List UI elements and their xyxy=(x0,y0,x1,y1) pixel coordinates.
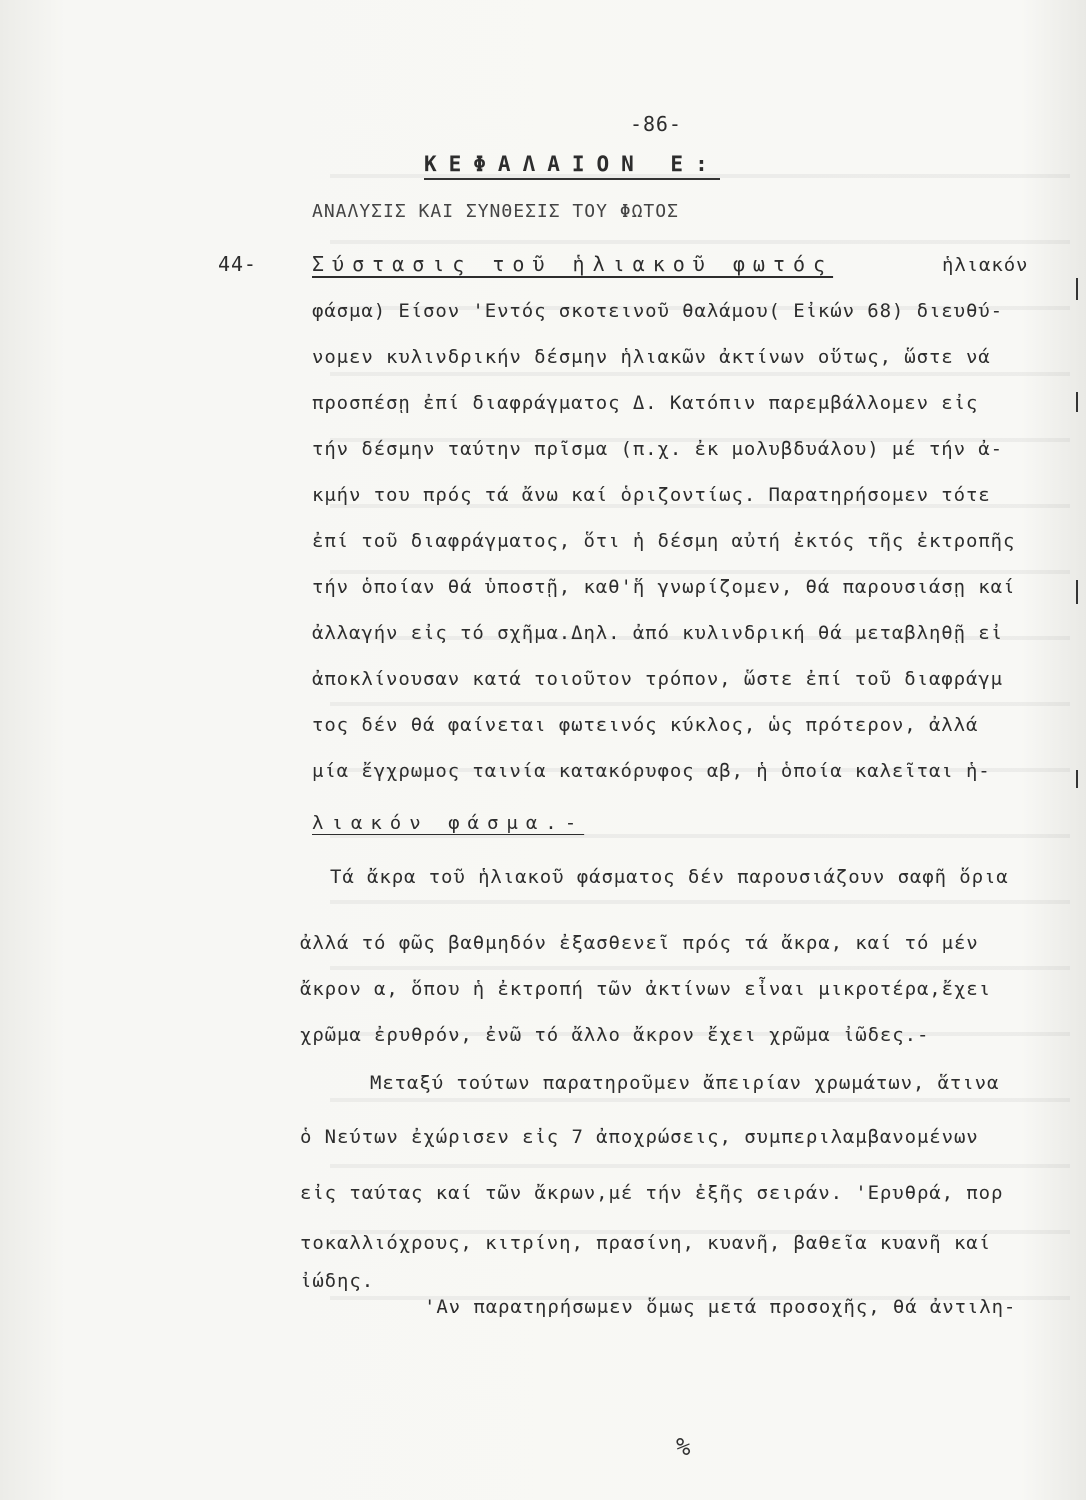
section-heading: Σύστασις τοῦ ἡλιακοῦ φωτός xyxy=(312,252,834,276)
body-line-10: τος δέν θά φαίνεται φωτεινός κύκλος, ὡς πρότερον, ἀλλά xyxy=(312,714,979,736)
body2-line-3: ἄκρον α, ὅπου ἡ ἐκτροπή τῶν ἀκτίνων εἶναι μικροτέρα,ἔχει xyxy=(300,978,991,1000)
body-line-8: ἀλλαγήν εἰς τό σχῆμα.Δηλ. ἀπό κυλινδρική θά μεταβληθῇ εἰ xyxy=(312,622,1003,644)
footer-mark: % xyxy=(676,1433,692,1461)
body-line-3: προσπέσῃ ἐπί διαφράγματος Δ. Κατόπιν παρεμβάλλομεν εἰς xyxy=(312,392,979,414)
body-line-9: ἀποκλίνουσαν κατά τοιοῦτον τρόπον, ὥστε ἐπί τοῦ διαφράγμ xyxy=(312,668,1003,690)
body-line-4: τήν δέσμην ταύτην πρῖσμα (π.χ. ἐκ μολυβδυάλου) μέ τήν ἀ- xyxy=(312,438,1003,460)
body2-line-6: ὁ Νεύτων ἐχώρισεν εἰς 7 ἀποχρώσεις, συμπεριλαμβανομένων xyxy=(300,1126,979,1148)
spectrum-term: λιακόν φάσμα.- xyxy=(312,812,585,834)
body-line-11: μία ἔγχρωμος ταινία κατακόρυφος αβ, ἡ ὁποία καλεῖται ἡ- xyxy=(312,760,991,782)
body2-line-7: εἰς ταύτας καί τῶν ἄκρων,μέ τήν ἑξῆς σειράν. 'Ερυθρά, πορ xyxy=(300,1182,1004,1204)
section-heading-tail: ἡλιακόν xyxy=(942,254,1029,276)
body-line-7: τήν ὁποίαν θά ὑποστῇ, καθ'ἥ γνωρίζομεν, θά παρουσιάσῃ καί xyxy=(312,576,1016,598)
body2-line-10: 'Αν παρατηρήσωμεν ὅμως μετά προσοχῆς, θά ἀντιλη- xyxy=(424,1296,1017,1318)
chapter-subtitle: ΑΝΑΛΥΣΙΣ ΚΑΙ ΣΥΝΘΕΣΙΣ ΤΟΥ ΦΩΤΟΣ xyxy=(312,201,679,222)
margin-mark xyxy=(1076,278,1078,300)
body-line-5: κμήν του πρός τά ἄνω καί ὁριζοντίως. Παρατηρήσομεν τότε xyxy=(312,484,991,506)
body2-line-4: χρῶμα ἐρυθρόν, ἐνῶ τό ἄλλο ἄκρον ἔχει χρῶμα ἰῶδες.- xyxy=(300,1024,930,1046)
section-number: 44- xyxy=(218,252,257,276)
body-line-2: νομεν κυλινδρικήν δέσμην ἡλιακῶν ἀκτίνων οὕτως, ὥστε νά xyxy=(312,346,991,368)
body2-line-9: ἰώδης. xyxy=(300,1270,375,1292)
page-number: -86- xyxy=(630,112,682,136)
margin-mark xyxy=(1076,580,1078,604)
body2-line-2: ἀλλά τό φῶς βαθμηδόν ἐξασθενεῖ πρός τά ἄκρα, καί τό μέν xyxy=(300,932,979,954)
body2-line-5: Μεταξύ τούτων παρατηροῦμεν ἄπειρίαν χρωμάτων, ἅτινα xyxy=(370,1072,1000,1094)
body-line-6: ἐπί τοῦ διαφράγματος, ὅτι ἡ δέσμη αὐτή ἐκτός τῆς ἐκτροπῆς xyxy=(312,530,1016,552)
body-line-1: φάσμα) Είσον 'Εντός σκοτεινοῦ θαλάμου( Εἰκών 68) διευθύ- xyxy=(312,300,1003,322)
body2-line-1: Τά ἄκρα τοῦ ἡλιακοῦ φάσματος δέν παρουσιάζουν σαφῆ ὅρια xyxy=(330,866,1009,888)
margin-mark xyxy=(1076,392,1078,412)
body2-line-8: τοκαλλιόχρους, κιτρίνη, πρασίνη, κυανῆ, βαθεῖα κυανῆ καί xyxy=(300,1232,991,1254)
chapter-title: ΚΕΦΑΛΑΙΟΝ Ε: xyxy=(424,152,720,180)
margin-mark xyxy=(1076,770,1078,788)
